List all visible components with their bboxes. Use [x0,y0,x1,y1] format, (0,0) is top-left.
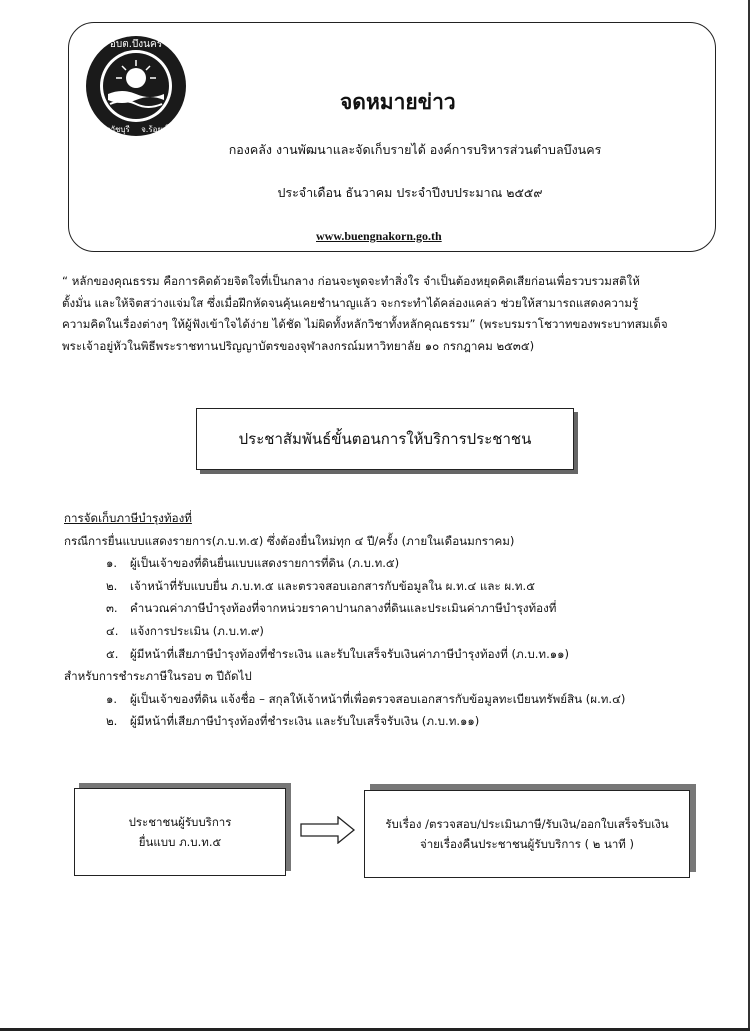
issue-info: ประจำเดือน ธันวาคม ประจำปีงบประมาณ ๒๕๕๙ [277,185,543,200]
case1-intro: กรณีการยื่นแบบแสดงรายการ(ภ.บ.ท.๕) ซึ่งต้องยื่นใหม่ทุก ๔ ปี/ครั้ง (ภายในเดือนมกราคม) [64,533,515,548]
seal-top-text: อบต.บึงนคร [109,39,163,50]
list-item [64,710,744,733]
item-text: เจ้าหน้าที่รับแบบยื่น ภ.บ.ท.๕ และตรวจสอบเอกสารกับข้อมูลใน ผ.ท.๔ และ ผ.ท.๕ [130,578,535,593]
item-text: ผู้มีหน้าที่เสียภาษีบำรุงท้องที่ชำระเงิน และรับใบเสร็จรับเงินค่าภาษีบำรุงท้องที่ (ภ.บ.ท.๑๑) [130,646,570,661]
tax-procedure-section [64,507,744,733]
list-item [64,620,744,643]
item-text: ผู้เป็นเจ้าของที่ดิน แจ้งชื่อ – สกุลให้เจ้าหน้าที่เพื่อตรวจสอบเอกสารกับข้อมูลทะเบียนทรัพย์สิน (ผ.ท.๔) [130,691,626,706]
item-number: ๕. [106,646,119,661]
item-text: แจ้งการประเมิน (ภ.บ.ท.๙) [130,623,264,638]
quote-line: ความคิดในเรื่องต่างๆ ให้ผู้ฟังเข้าใจได้ง่าย ได้ชัด ไม่ผิดทั้งหลักวิชาทั้งหลักคุณธรรม” (พระบรมราโชวาทของพระบาทสมเด็จ [62,317,668,331]
seal-bottom-left: อ.ธวัชบุรี [98,125,130,134]
organization-name: กองคลัง งานพัฒนาและจัดเก็บรายได้ องค์การบริหารส่วนตำบลบึงนคร [228,142,602,157]
item-number: ๒. [106,714,118,729]
item-number: ๑. [106,556,118,571]
quote-line: “ หลักของคุณธรรม คือการคิดด้วยจิตใจที่เป็นกลาง ก่อนจะพูดจะทำสิ่งใร จำเป็นต้องหยุดคิดเสียก่อนเพื่อรวบรวมสติให้ [62,274,640,288]
service-banner: ประชาสัมพันธ์ขั้นตอนการให้บริการประชาชน [196,408,574,470]
flow-line: รับเรื่อง /ตรวจสอบ/ประเมินภาษี/รับเงิน/ออกใบเสร็จรับเงิน [385,817,669,831]
flow-step-citizen [74,788,286,876]
item-number: ๑. [106,691,118,706]
list-item [64,688,744,711]
item-text: คำนวณค่าภาษีบำรุงท้องที่จากหน่วยราคาปานกลางที่ดินและประเมินค่าภาษีบำรุงท้องที่ [130,601,557,616]
list-item [64,597,744,620]
list-item [64,575,744,598]
list-item [64,552,744,575]
flow-step-officer [364,790,690,878]
quote-line: ตั้งมั่น และให้จิตสว่างแจ่มใส ซึ่งเมื่อฝึกหัดจนคุ้นเคยชำนาญแล้ว จะกระทำได้คล่องแคล่ว ช่วยให้สามารถแสดงความรู้ [62,295,639,310]
website-link[interactable]: www.buengnakorn.go.th [316,229,442,243]
item-number: ๒. [106,578,118,593]
quote-line: พระเจ้าอยู่หัวในพิธีพระราชทานปริญญาบัตรของจุฬาลงกรณ์มหาวิทยาลัย ๑๐ กรกฎาคม ๒๕๓๕) [62,338,535,353]
flow-line: ยื่นแบบ ภ.บ.ท.๕ [138,835,222,849]
item-text: ผู้เป็นเจ้าของที่ดินยื่นแบบแสดงรายการที่ดิน (ภ.บ.ท.๕) [130,556,400,571]
arrow-right-icon [300,816,356,844]
section-heading: การจัดเก็บภาษีบำรุงท้องที่ [64,511,192,525]
case2-intro: สำหรับการชำระภาษีในรอบ ๓ ปีถัดไป [64,669,252,684]
item-number: ๓. [106,601,118,616]
organization-seal [84,34,188,138]
list-item [64,643,744,666]
newsletter-title: จดหมายข่าว [340,90,456,114]
flow-line: จ่ายเรื่องคืนประชาชนผู้รับบริการ ( ๒ นาที ) [419,837,635,851]
item-text: ผู้มีหน้าที่เสียภาษีบำรุงท้องที่ชำระเงิน และรับใบเสร็จรับเงิน (ภ.บ.ท.๑๑) [130,714,480,729]
item-number: ๔. [106,623,119,638]
flow-line: ประชาชนผู้รับบริการ [128,815,232,829]
seal-bottom-right: จ.ร้อยเอ็ด [141,125,175,134]
royal-quote [62,271,722,357]
